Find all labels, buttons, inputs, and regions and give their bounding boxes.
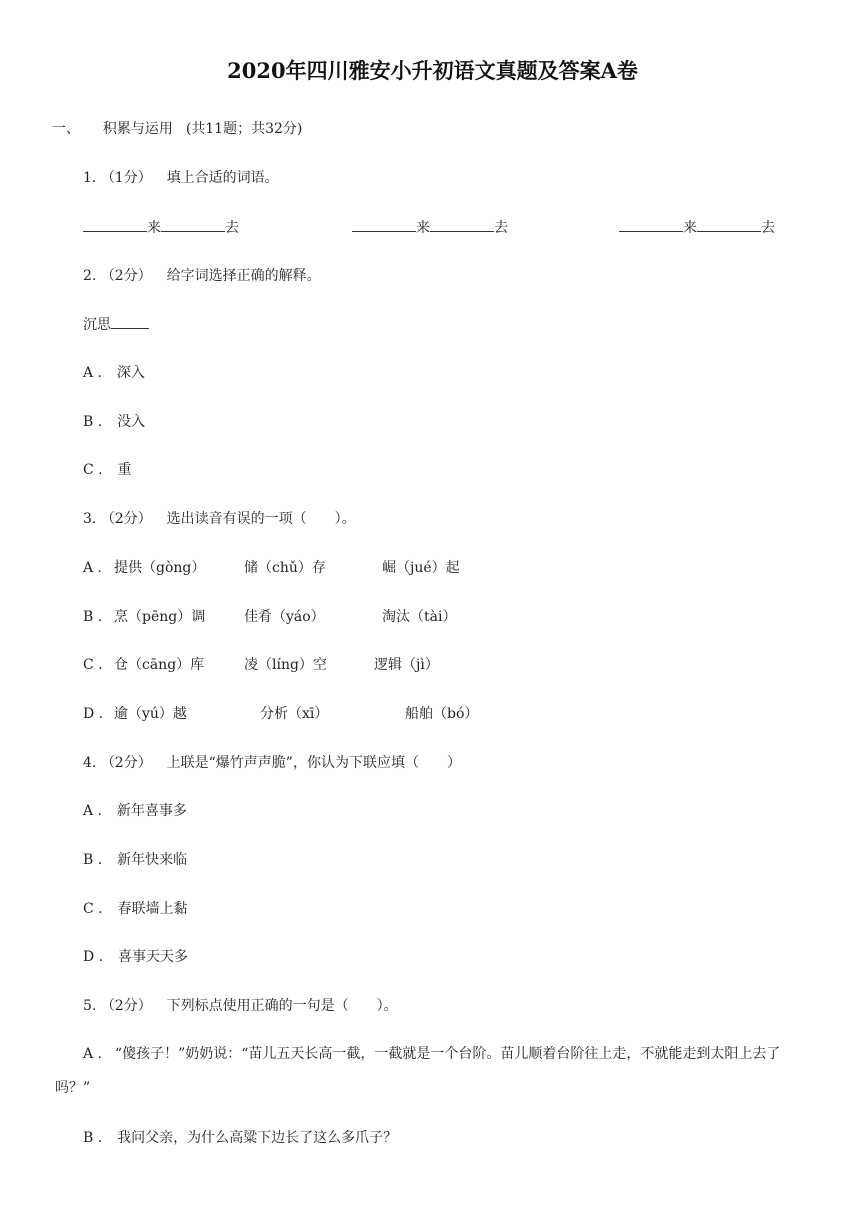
pinyin-item: 分析（xī）	[260, 706, 329, 722]
option-letter: C .	[83, 462, 103, 478]
answer-blank[interactable]	[697, 218, 761, 232]
option-text: 新年快来临	[117, 852, 188, 868]
option-letter: B .	[83, 609, 103, 625]
option-text: 喜事天天多	[118, 949, 189, 965]
document-title: 2020年四川雅安小升初语文真题及答案A卷	[227, 58, 638, 83]
question-4	[83, 754, 461, 772]
question-text: 给字词选择正确的解释。	[166, 268, 321, 284]
option-letter: D .	[83, 949, 104, 965]
fill-pair-1	[83, 218, 239, 237]
option-c[interactable]	[83, 656, 103, 674]
target-word: 沉思	[83, 317, 111, 333]
option-text: 重	[117, 462, 132, 478]
option-c[interactable]	[83, 461, 132, 479]
pinyin-item: 逾（yú）越	[114, 706, 187, 722]
option-a[interactable]	[83, 364, 145, 382]
question-score: （2分）	[100, 511, 152, 527]
option-letter: C .	[83, 901, 103, 917]
option-a[interactable]	[83, 559, 102, 577]
option-text: 没入	[117, 414, 146, 430]
pinyin-item: 淘汰（tài）	[382, 609, 457, 625]
option-a[interactable]	[55, 1037, 815, 1105]
question-text: 上联是“爆竹声声脆”，你认为下联应填（ ）	[166, 755, 461, 771]
question-text: 选出读音有误的一项（ ）。	[166, 511, 356, 527]
pinyin-item: 崛（jué）起	[382, 560, 460, 576]
pinyin-item: 储（chǔ）存	[244, 560, 326, 576]
pinyin-item: 提供（gòng）	[114, 560, 206, 576]
question-number: 5.	[83, 998, 97, 1014]
option-b[interactable]	[83, 1129, 397, 1147]
question-3	[83, 510, 356, 528]
question-text: 填上合适的词语。	[166, 170, 279, 186]
pinyin-item: 逻辑（jì）	[374, 657, 439, 673]
section-header	[52, 120, 302, 138]
pinyin-item: 烹（pēng）调	[114, 609, 206, 625]
option-letter: A .	[83, 803, 103, 819]
option-text: “傻孩子！”奶奶说：“苗儿五天长高一截，一截就是一个台阶。苗儿顺着台阶往上走，不就能走到太阳上去了吗？”	[55, 1046, 781, 1096]
option-letter: B .	[83, 414, 103, 430]
question-text: 下列标点使用正确的一句是（ ）。	[166, 998, 398, 1014]
fill-word: 来	[683, 220, 697, 236]
question-5	[83, 997, 398, 1015]
answer-blank[interactable]	[352, 218, 416, 232]
option-letter: B .	[83, 1130, 103, 1146]
question-2	[83, 267, 321, 285]
option-text: 我问父亲，为什么高粱下边长了这么多爪子？	[117, 1130, 398, 1146]
answer-blank[interactable]	[111, 315, 149, 329]
option-c[interactable]	[83, 900, 188, 918]
fill-pair-2	[352, 218, 508, 237]
option-letter: B .	[83, 852, 103, 868]
pinyin-item: 船舶（bó）	[405, 706, 479, 722]
option-letter: C .	[83, 657, 103, 673]
question-number: 3.	[83, 511, 97, 527]
section-number: 一、	[52, 121, 80, 137]
fill-word: 来	[147, 220, 161, 236]
option-b[interactable]	[83, 608, 102, 626]
fill-pair-3	[619, 218, 775, 237]
pinyin-item: 凌（líng）空	[244, 657, 327, 673]
option-d[interactable]	[83, 705, 103, 723]
option-text: 春联墙上黏	[117, 901, 188, 917]
option-b[interactable]	[83, 413, 145, 431]
option-d[interactable]	[83, 948, 188, 966]
target-word-line	[83, 315, 149, 334]
answer-blank[interactable]	[430, 218, 494, 232]
fill-word: 来	[416, 220, 430, 236]
fill-word: 去	[761, 220, 775, 236]
question-1	[83, 169, 279, 187]
question-number: 2.	[83, 268, 97, 284]
section-name: 积累与运用	[102, 121, 173, 137]
answer-blank[interactable]	[161, 218, 225, 232]
option-letter: A .	[83, 1046, 103, 1062]
question-number: 4.	[83, 755, 97, 771]
fill-word: 去	[494, 220, 508, 236]
question-score: （2分）	[100, 998, 152, 1014]
question-score: （1分）	[100, 170, 152, 186]
option-text: 深入	[116, 365, 145, 381]
section-info: (共11题；共32分)	[185, 121, 303, 137]
answer-blank[interactable]	[83, 218, 147, 232]
option-letter: A .	[83, 560, 103, 576]
fill-word: 去	[225, 220, 239, 236]
option-letter: D .	[83, 706, 104, 722]
option-b[interactable]	[83, 851, 187, 869]
option-letter: A .	[83, 365, 103, 381]
option-text: 新年喜事多	[116, 803, 187, 819]
answer-blank[interactable]	[619, 218, 683, 232]
option-a[interactable]	[83, 802, 187, 820]
question-number: 1.	[83, 170, 97, 186]
pinyin-item: 仓（cāng）库	[114, 657, 205, 673]
pinyin-item: 佳肴（yáo）	[244, 609, 325, 625]
question-score: （2分）	[100, 268, 152, 284]
question-score: （2分）	[100, 755, 152, 771]
